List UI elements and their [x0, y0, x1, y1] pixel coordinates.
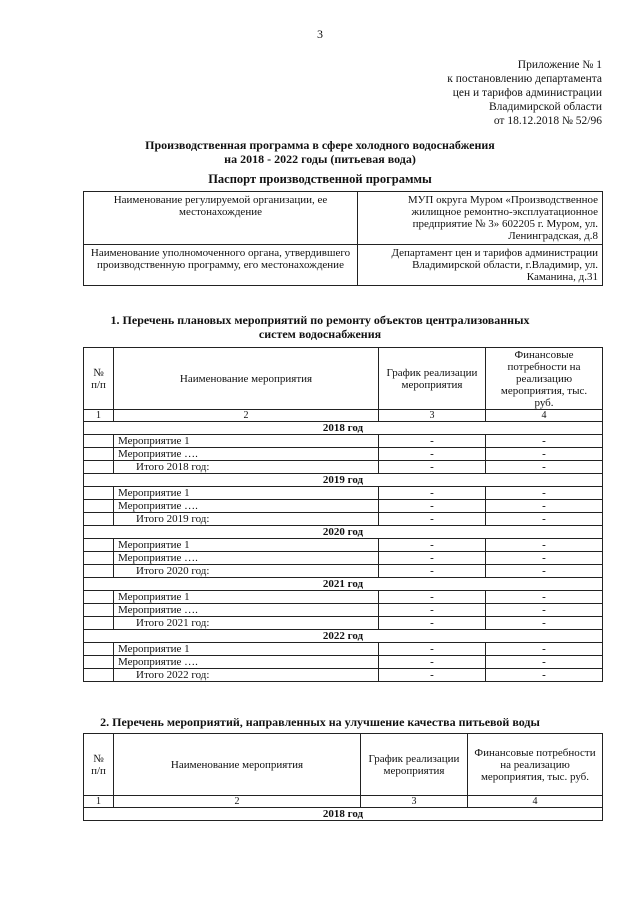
- passport-value: Департамент цен и тарифов администрации Владимирской области, г.Владимир, ул. Каманина, д.31: [358, 245, 603, 286]
- event-schedule: -: [379, 643, 486, 656]
- table-row: [84, 643, 603, 656]
- total-row: [84, 669, 603, 682]
- title-line: на 2018 - 2022 годы (питьевая вода): [224, 152, 416, 166]
- row-number: [84, 513, 114, 526]
- year-label: 2020 год: [84, 526, 603, 539]
- col-schedule-header: График реализации мероприятия: [361, 734, 468, 796]
- year-row: [84, 578, 603, 591]
- events-table-1: [83, 347, 603, 682]
- event-schedule: -: [379, 552, 486, 565]
- col-name-header: Наименование мероприятия: [114, 734, 361, 796]
- col-schedule-header: График реализации мероприятия: [379, 348, 486, 410]
- event-schedule: -: [379, 500, 486, 513]
- col-index: 3: [379, 410, 486, 422]
- appendix-line: Владимирской области: [488, 101, 602, 113]
- event-schedule: -: [379, 617, 486, 630]
- event-schedule: -: [379, 669, 486, 682]
- table-row: [84, 487, 603, 500]
- col-name-header: Наименование мероприятия: [114, 348, 379, 410]
- event-name: Мероприятие ….: [114, 656, 379, 669]
- table-index-row: [84, 410, 603, 422]
- table-row: [84, 552, 603, 565]
- section1-title: [0, 313, 640, 341]
- event-name: Мероприятие 1: [114, 539, 379, 552]
- event-schedule: -: [379, 487, 486, 500]
- event-finance: -: [486, 656, 603, 669]
- row-number: [84, 500, 114, 513]
- page-number: 3: [317, 27, 323, 41]
- event-finance: -: [486, 500, 603, 513]
- total-label: Итого 2022 год:: [114, 669, 379, 682]
- event-name: Мероприятие ….: [114, 604, 379, 617]
- section1-title-line1: [0, 313, 640, 327]
- row-number: [84, 669, 114, 682]
- section2-title: 2. Перечень мероприятий, направленных на улучшение качества питьевой воды: [100, 715, 540, 729]
- year-row: [84, 630, 603, 643]
- table-row: [84, 435, 603, 448]
- total-label: Итого 2021 год:: [114, 617, 379, 630]
- passport-table: [83, 191, 603, 286]
- event-schedule: -: [379, 565, 486, 578]
- year-label: 2018 год: [84, 808, 603, 821]
- year-row: [84, 808, 603, 821]
- row-number: [84, 591, 114, 604]
- col-finance-header: Финансовые потребности на реализацию мероприятия, тыс. руб.: [486, 348, 603, 410]
- total-label: Итого 2018 год:: [114, 461, 379, 474]
- row-number: [84, 461, 114, 474]
- row-number: [84, 487, 114, 500]
- col-num-header: № п/п: [84, 348, 114, 410]
- event-finance: -: [486, 604, 603, 617]
- passport-row: [84, 245, 603, 286]
- row-number: [84, 565, 114, 578]
- event-schedule: -: [379, 435, 486, 448]
- appendix-line: Приложение № 1: [517, 59, 602, 71]
- event-finance: -: [486, 552, 603, 565]
- table-row: [84, 448, 603, 461]
- row-number: [84, 552, 114, 565]
- table-row: [84, 656, 603, 669]
- appendix-block: [402, 58, 602, 128]
- row-number: [84, 656, 114, 669]
- section1-title-line2: систем водоснабжения: [258, 327, 382, 341]
- event-finance: -: [486, 643, 603, 656]
- event-schedule: -: [379, 604, 486, 617]
- passport-title: Паспорт производственной программы: [208, 172, 432, 186]
- event-finance: -: [486, 448, 603, 461]
- event-finance: -: [486, 539, 603, 552]
- event-schedule: -: [379, 656, 486, 669]
- total-row: [84, 461, 603, 474]
- appendix-line: к постановлению департамента: [447, 73, 602, 85]
- col-index: 4: [486, 410, 603, 422]
- total-row: [84, 617, 603, 630]
- col-index: 1: [84, 796, 114, 808]
- year-label: 2019 год: [84, 474, 603, 487]
- event-schedule: -: [379, 448, 486, 461]
- year-row: [84, 474, 603, 487]
- col-index: 2: [114, 410, 379, 422]
- event-name: Мероприятие 1: [114, 435, 379, 448]
- row-number: [84, 435, 114, 448]
- event-schedule: -: [379, 461, 486, 474]
- passport-value: МУП округа Муром «Производственное жилищное ремонтно-эксплуатационное предприятие № 3» 602205 г. Муром, ул. Ленинградская, д.8: [358, 192, 603, 245]
- event-name: Мероприятие 1: [114, 487, 379, 500]
- total-row: [84, 565, 603, 578]
- table-row: [84, 604, 603, 617]
- passport-label: Наименование уполномоченного органа, утвердившего производственную программу, его местонахождение: [84, 245, 358, 286]
- table-header-row: [84, 348, 603, 410]
- event-name: Мероприятие 1: [114, 591, 379, 604]
- passport-row: [84, 192, 603, 245]
- col-index: 3: [361, 796, 468, 808]
- event-schedule: -: [379, 591, 486, 604]
- event-finance: -: [486, 461, 603, 474]
- table-index-row: [84, 796, 603, 808]
- row-number: [84, 617, 114, 630]
- col-finance-header: Финансовые потребности на реализацию мероприятия, тыс. руб.: [468, 734, 603, 796]
- row-number: [84, 604, 114, 617]
- col-index: 4: [468, 796, 603, 808]
- event-schedule: -: [379, 539, 486, 552]
- total-label: Итого 2020 год:: [114, 565, 379, 578]
- event-name: Мероприятие ….: [114, 552, 379, 565]
- table-row: [84, 500, 603, 513]
- year-label: 2021 год: [84, 578, 603, 591]
- year-label: 2022 год: [84, 630, 603, 643]
- year-label: 2018 год: [84, 422, 603, 435]
- row-number: [84, 643, 114, 656]
- event-finance: -: [486, 487, 603, 500]
- appendix-line: цен и тарифов администрации: [452, 87, 602, 99]
- total-row: [84, 513, 603, 526]
- event-finance: -: [486, 617, 603, 630]
- event-name: Мероприятие ….: [114, 500, 379, 513]
- col-index: 1: [84, 410, 114, 422]
- event-finance: -: [486, 669, 603, 682]
- appendix-line: от 18.12.2018 № 52/96: [493, 115, 602, 127]
- row-number: [84, 539, 114, 552]
- total-label: Итого 2019 год:: [114, 513, 379, 526]
- table-header-row: [84, 734, 603, 796]
- section1-title-text: Перечень плановых мероприятий по ремонту объектов централизованных: [122, 313, 530, 327]
- col-index: 2: [114, 796, 361, 808]
- title-line: Производственная программа в сфере холодного водоснабжения: [145, 138, 495, 152]
- document-title: [0, 138, 640, 166]
- event-name: Мероприятие ….: [114, 448, 379, 461]
- event-finance: -: [486, 513, 603, 526]
- events-table-2: [83, 733, 603, 821]
- event-name: Мероприятие 1: [114, 643, 379, 656]
- passport-label: Наименование регулируемой организации, ее местонахождение: [84, 192, 358, 245]
- row-number: [84, 448, 114, 461]
- event-finance: -: [486, 565, 603, 578]
- table-row: [84, 539, 603, 552]
- table-row: [84, 591, 603, 604]
- event-schedule: -: [379, 513, 486, 526]
- event-finance: -: [486, 591, 603, 604]
- year-row: [84, 526, 603, 539]
- col-num-header: № п/п: [84, 734, 114, 796]
- year-row: [84, 422, 603, 435]
- section1-number: 1.: [110, 313, 120, 327]
- event-finance: -: [486, 435, 603, 448]
